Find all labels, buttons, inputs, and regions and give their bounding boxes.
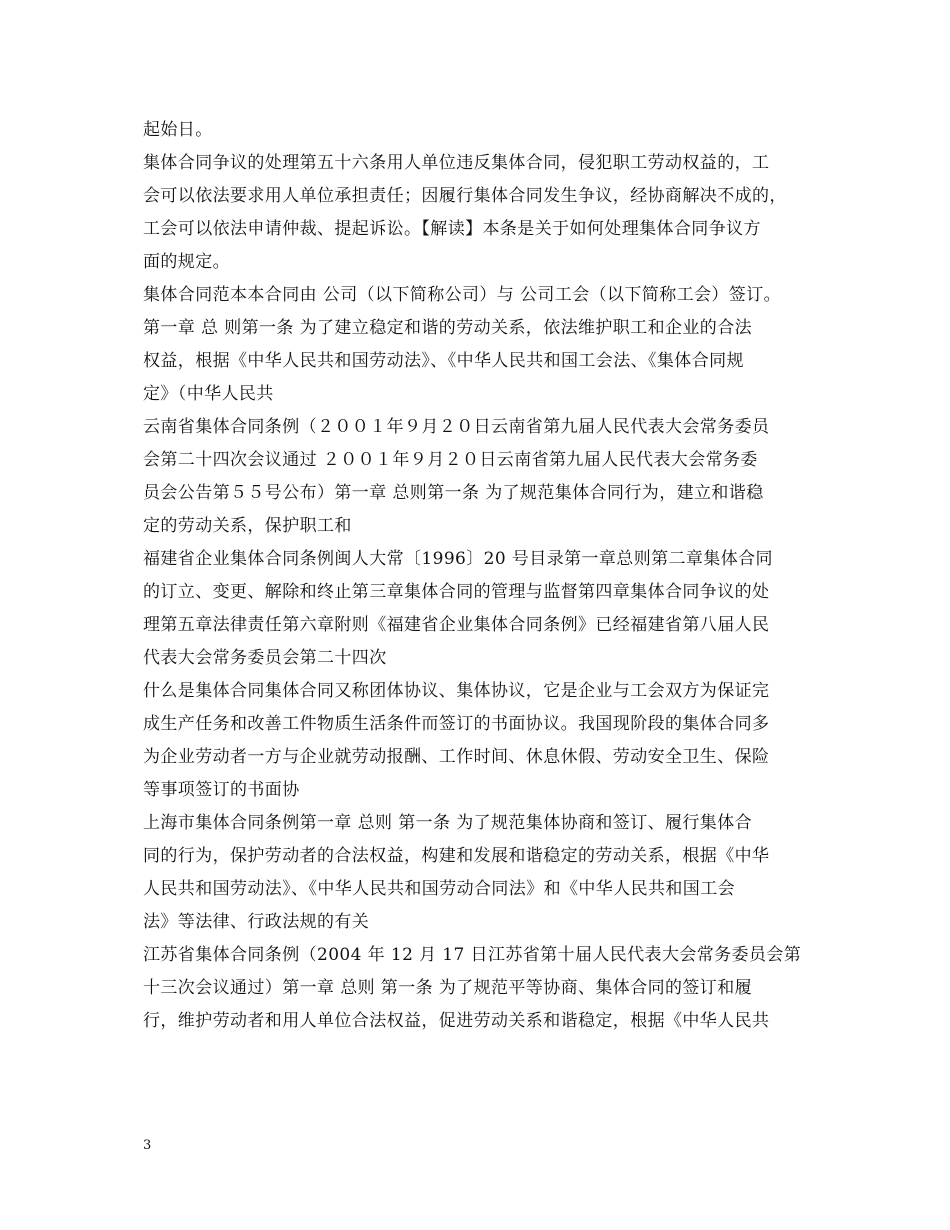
- text-line: 江苏省集体合同条例（2004 年 12 月 17 日江苏省第十届人民代表大会常务委员会第: [143, 945, 802, 965]
- text-line: 福建省企业集体合同条例闽人大常〔1996〕20 号目录第一章总则第二章集体合同: [143, 549, 773, 569]
- text-line: 云南省集体合同条例（２００１年９月２０日云南省第九届人民代表大会常务委员: [143, 417, 770, 437]
- text-line: 面的规定。: [143, 252, 230, 272]
- text-line: 工会可以依法申请仲裁、提起诉讼。【解读】本条是关于如何处理集体合同争议方: [143, 219, 761, 239]
- text-line: 法》等法律、行政法规的有关: [143, 912, 370, 932]
- text-line: 的订立、变更、解除和终止第三章集体合同的管理与监督第四章集体合同争议的处: [143, 582, 770, 602]
- text-line: 定》（中华人民共: [143, 384, 274, 404]
- text-line: 成生产任务和改善工件物质生活条件而签订的书面协议。我国现阶段的集体合同多: [143, 714, 770, 734]
- page-number: 3: [143, 1138, 152, 1153]
- text-line: 为企业劳动者一方与企业就劳动报酬、工作时间、休息休假、劳动安全卫生、保险: [143, 747, 770, 767]
- text-line: 起始日。: [143, 120, 213, 140]
- text-line: 集体合同范本本合同由 公司（以下简称公司）与 公司工会（以下简称工会）签订。: [143, 285, 782, 305]
- text-line: 会可以依法要求用人单位承担责任；因履行集体合同发生争议，经协商解决不成的，: [143, 186, 787, 206]
- text-line: 会第二十四次会议通过 ２００１年９月２０日云南省第九届人民代表大会常务委: [143, 450, 758, 470]
- text-line: 行，维护劳动者和用人单位合法权益，促进劳动关系和谐稳定，根据《中华人民共: [143, 1011, 770, 1031]
- text-line: 员会公告第５５号公布）第一章 总则第一条 为了规范集体合同行为，建立和谐稳: [143, 483, 764, 503]
- text-line: 等事项签订的书面协: [143, 780, 300, 800]
- text-line: 什么是集体合同集体合同又称团体协议、集体协议，它是企业与工会双方为保证完: [143, 681, 770, 701]
- text-line: 十三次会议通过）第一章 总则 第一条 为了规范平等协商、集体合同的签订和履: [143, 978, 753, 998]
- text-line: 权益，根据《中华人民共和国劳动法》、《中华人民共和国工会法、《集体合同规: [143, 351, 744, 371]
- text-line: 人民共和国劳动法》、《中华人民共和国劳动合同法》和《中华人民共和国工会: [143, 879, 735, 899]
- text-line: 第一章 总 则第一条 为了建立稳定和谐的劳动关系，依法维护职工和企业的合法: [143, 318, 753, 338]
- text-line: 定的劳动关系，保护职工和: [143, 516, 352, 536]
- text-line: 同的行为，保护劳动者的合法权益，构建和发展和谐稳定的劳动关系，根据《中华: [143, 846, 770, 866]
- text-line: 集体合同争议的处理第五十六条用人单位违反集体合同，侵犯职工劳动权益的，工: [143, 153, 770, 173]
- text-line: 代表大会常务委员会第二十四次: [143, 648, 387, 668]
- text-line: 理第五章法律责任第六章附则《福建省企业集体合同条例》已经福建省第八届人民: [143, 615, 770, 635]
- text-line: 上海市集体合同条例第一章 总则 第一条 为了规范集体协商和签订、履行集体合: [143, 813, 753, 833]
